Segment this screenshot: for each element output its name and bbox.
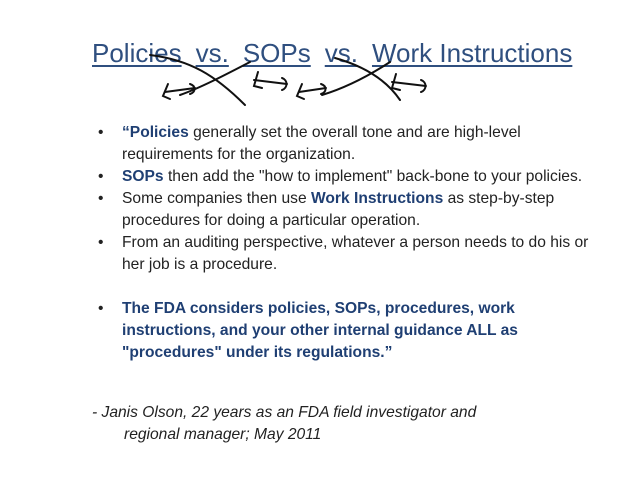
bullet-dot: • — [98, 124, 104, 141]
bullet-text: From an auditing perspective, whatever a person needs to do his or her job is a procedure. — [122, 234, 589, 273]
bullet-text-pre: Some companies then use — [122, 190, 311, 207]
arrow-glyph-icon — [392, 74, 426, 92]
bullet-text-emphasis: The FDA considers policies, SOPs, procedures, work instructions, and your other internal guidance ALL as "procedures" under its regulations.” — [122, 300, 518, 361]
bullet-list — [90, 122, 590, 364]
bullet-item — [90, 298, 590, 364]
bullet-dot: • — [98, 168, 104, 185]
arrow-curve-icon — [335, 58, 400, 100]
title-work-instructions: Work Instructions — [371, 38, 573, 68]
title-policies: Policies — [92, 38, 182, 68]
bullet-lead: SOPs — [122, 168, 164, 185]
title-sops: SOPs — [242, 38, 311, 68]
bullet-dot: • — [98, 234, 104, 251]
bullet-item — [90, 122, 590, 166]
bullet-dot: • — [98, 300, 104, 317]
attribution-line-1: - Janis Olson, 22 years as an FDA field investigator and — [92, 404, 477, 421]
bullet-item — [90, 232, 590, 276]
title-vs-2: vs. — [324, 38, 358, 68]
title-vs-1: vs. — [195, 38, 229, 68]
bullet-lead: “Policies — [122, 124, 189, 141]
arrow-glyph-icon — [297, 84, 326, 99]
arrow-glyph-icon — [254, 72, 287, 90]
bullet-text: generally set the overall tone and are high-level requirements for the organization. — [122, 124, 521, 163]
attribution-quote — [92, 402, 592, 446]
bullet-item — [90, 166, 590, 188]
bullet-lead: Work Instructions — [310, 190, 444, 207]
attribution-line-2: regional manager; May 2011 — [124, 426, 322, 443]
bullet-dot: • — [98, 190, 104, 207]
bullet-item — [90, 188, 590, 232]
bullet-text: then add the "how to implement" back-bone to your policies. — [163, 168, 583, 185]
bullet-text: as step-by-step procedures for doing a particular operation. — [122, 190, 555, 229]
